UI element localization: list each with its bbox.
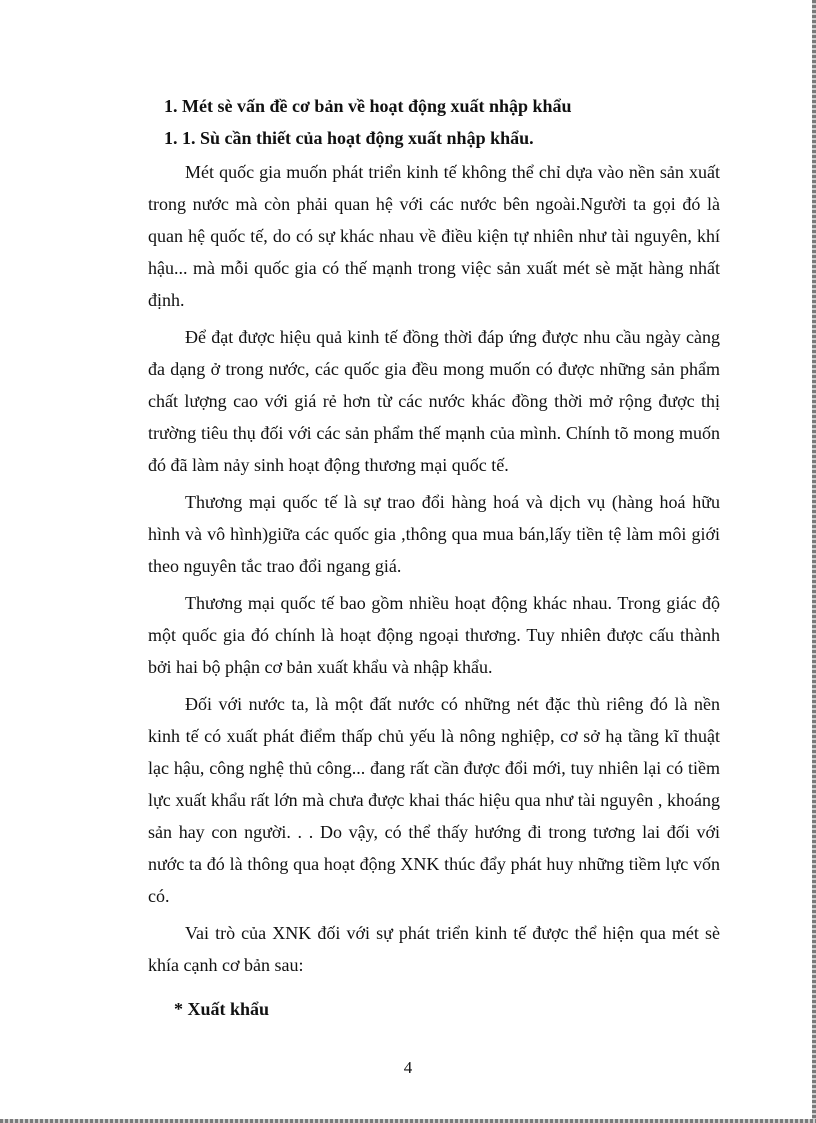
export-subheading: * Xuất khẩu — [174, 999, 270, 1019]
page-number: 4 — [403, 1058, 413, 1077]
paragraph-1: Mét quốc gia muốn phát triển kinh tế không thể chỉ dựa vào nền sản xuất trong nước mà còn phải quan hệ với các nước bên ngoài.Người ta gọi đó là quan hệ quốc tế, do có sự khác nhau về điều kiện tự nhiên như tài nguyên, khí hậu... mà mỗi quốc gia có thế mạnh trong việc sản xuất mét sè mặt hàng nhất định. — [148, 162, 720, 310]
paragraph-4: Thương mại quốc tế bao gồm nhiều hoạt động khác nhau. Trong giác độ một quốc gia đó chính là hoạt động ngoại thương. Tuy nhiên được cấu thành bởi hai bộ phận cơ bản xuất khẩu và nhập khẩu. — [148, 593, 720, 677]
paragraph-2: Để đạt được hiệu quả kinh tế đồng thời đáp ứng được nhu cầu ngày càng đa dạng ở trong nước, các quốc gia đều mong muốn có được những sản phẩm chất lượng cao với giá rẻ hơn từ các nước khác đồng thời mở rộng được thị trường tiêu thụ đối với các sản phẩm thế mạnh của mình. Chính tõ mong muốn đó đã làm nảy sinh hoạt động thương mại quốc tế. — [148, 327, 720, 475]
paragraph-3: Thương mại quốc tế là sự trao đổi hàng hoá và dịch vụ (hàng hoá hữu hình và vô hình)giữa các quốc gia ,thông qua mua bán,lấy tiền tệ làm môi giới theo nguyên tắc trao đổi ngang giá. — [148, 492, 720, 576]
document-body — [148, 90, 720, 1025]
subsection-heading: 1. 1. Sù cần thiết của hoạt động xuất nhập khẩu. — [164, 128, 534, 148]
paragraph-6: Vai trò của XNK đối với sự phát triển kinh tế được thể hiện qua mét sè khía cạnh cơ bản sau: — [148, 923, 720, 975]
page-border-bottom — [0, 1119, 816, 1123]
section-heading: 1. Mét sè vấn đề cơ bản về hoạt động xuất nhập khẩu — [164, 96, 572, 116]
page-border-right — [812, 0, 816, 1123]
paragraph-5: Đối với nước ta, là một đất nước có những nét đặc thù riêng đó là nền kinh tế có xuất phát điểm thấp chủ yếu là nông nghiệp, cơ sở hạ tầng kĩ thuật lạc hậu, công nghệ thủ công... đang rất cần được đổi mới, tuy nhiên lại có tiềm lực xuất khẩu rất lớn mà chưa được khai thác hiệu qua như tài nguyên , khoáng sản hay con người. . . Do vậy, có thể thấy hướng đi trong tương lai đối với nước ta đó là thông qua hoạt động XNK thúc đẩy phát huy những tiềm lực vốn có. — [148, 694, 720, 906]
